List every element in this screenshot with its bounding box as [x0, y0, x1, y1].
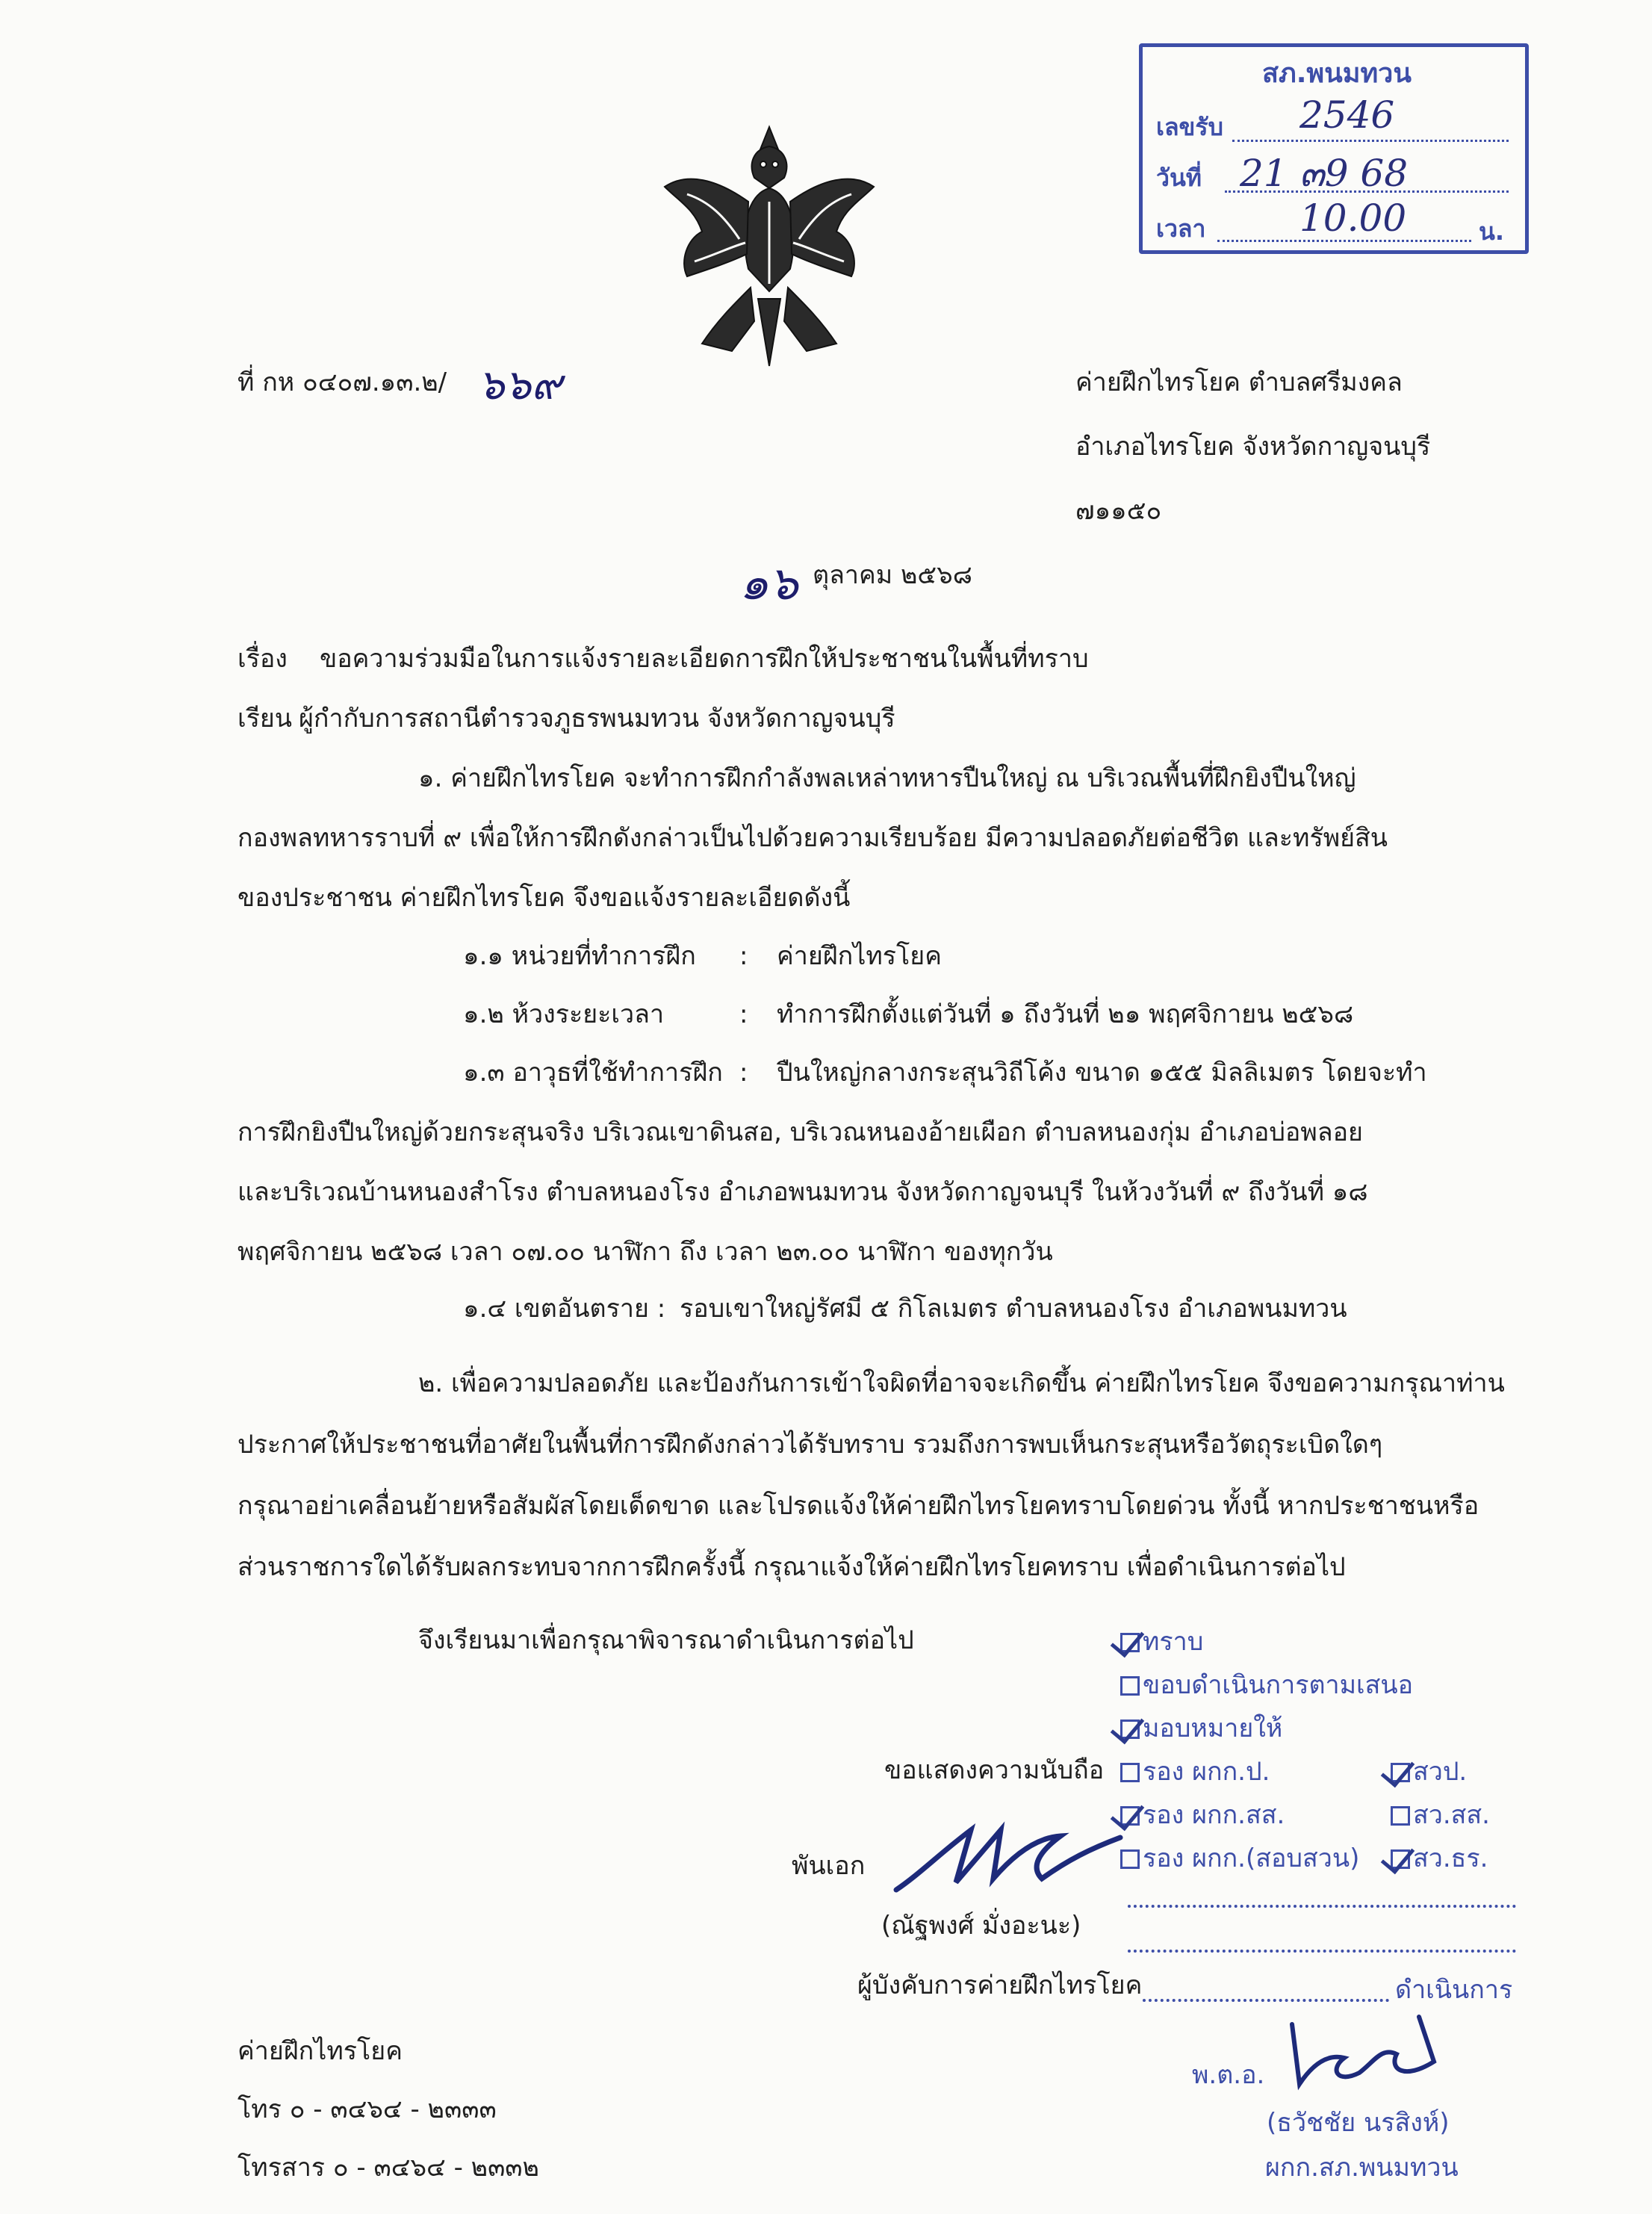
- subject-text: ขอความร่วมมือในการแจ้งรายละเอียดการฝึกให้ประชาชนในพื้นที่ทราบ: [320, 644, 1089, 674]
- item-2-label: ๑.๒ ห้วงระยะเวลา: [463, 999, 665, 1029]
- paragraph-1-line: ๑. ค่ายฝึกไทรโยค จะทำการฝึกกำลังพลเหล่าทหารปืนใหญ่ ณ บริเวณพื้นที่ฝึกยิงปืนใหญ่: [418, 763, 1356, 793]
- stamp-dotted-line: [1232, 140, 1509, 142]
- paragraph-2-line: ส่วนราชการใดได้รับผลกระทบจากการฝึกครั้งนี้ กรุณาแจ้งให้ค่ายฝึกไทรโยคทราบ เพื่อดำเนินการต่อไป: [237, 1552, 1346, 1582]
- signature-name: (ณัฐพงศ์ มั่งอะนะ): [881, 1911, 1081, 1941]
- approver-rank: พ.ต.อ.: [1192, 2060, 1265, 2090]
- receiving-stamp: [1139, 43, 1529, 254]
- stamp-receive-label: เลขรับ: [1156, 113, 1223, 141]
- item-4-value: รอบเขาใหญ่รัศมี ๕ กิโลเมตร ตำบลหนองโรง อำเภอพนมทวน: [680, 1294, 1347, 1324]
- item-1-label: ๑.๑ หน่วยที่ทำการฝึก: [463, 941, 696, 971]
- routing-dotted-line: [1128, 1905, 1516, 1908]
- item-1-value: ค่ายฝึกไทรโยค: [777, 941, 942, 971]
- approver-name: (ธวัชชัย นรสิงห์): [1267, 2108, 1450, 2138]
- stamp-date-value: 21 ๓9 68: [1240, 152, 1409, 195]
- reference-number: ที่ กห ๐๔๐๗.๑๓.๒/: [237, 368, 447, 397]
- item-colon: :: [739, 999, 748, 1029]
- to-text: ผู้กำกับการสถานีตำรวจภูธรพนมทวน จังหวัดกาญจนบุรี: [299, 704, 895, 734]
- checkbox-checked-icon: [1120, 1633, 1140, 1652]
- checkbox-checked-icon: [1391, 1849, 1410, 1869]
- closing-sentence: จึงเรียนมาเพื่อกรุณาพิจารณาดำเนินการต่อไป: [418, 1625, 914, 1655]
- item-3-line: และบริเวณบ้านหนองสำโรง ตำบลหนองโรง อำเภอพนมทวน จังหวัดกาญจนบุรี ในห้วงวันที่ ๙ ถึงวันที่ ๑๘: [237, 1177, 1368, 1207]
- footer-tel: โทร ๐ - ๓๔๖๔ - ๒๓๓๓: [237, 2094, 497, 2124]
- routing-option-inspector-intel: สว.สส.: [1391, 1794, 1490, 1835]
- document-date: ตุลาคม ๒๕๖๘: [813, 560, 972, 590]
- stamp-time-label: เวลา: [1156, 214, 1206, 243]
- routing-option-deputy-admin: รอง ผกก.ป.: [1120, 1751, 1270, 1791]
- routing-option-inspector-traffic: สว.ธร.: [1391, 1838, 1488, 1878]
- stamp-time-unit: น.: [1479, 217, 1505, 246]
- stamp-time-value: 10.00: [1299, 196, 1407, 240]
- stamp-org: สภ.พนมทวน: [1262, 58, 1412, 89]
- paragraph-2-line: กรุณาอย่าเคลื่อนย้ายหรือสัมผัสโดยเด็ดขาด และโปรดแจ้งให้ค่ายฝึกไทรโยคทราบโดยด่วน ทั้งนี้ หากประชาชนหรือ: [237, 1491, 1479, 1521]
- sender-address-line3: ๗๑๑๕๐: [1075, 496, 1162, 526]
- paragraph-1-line: กองพลทหารราบที่ ๙ เพื่อให้การฝึกดังกล่าวเป็นไปด้วยความเรียบร้อย มีความปลอดภัยต่อชีวิต และทรัพย์สิน: [237, 823, 1388, 853]
- checkbox-checked-icon: [1391, 1763, 1410, 1782]
- routing-option-deputy-invest: รอง ผกก.(สอบสวน): [1120, 1838, 1359, 1878]
- garuda-emblem-icon: [657, 120, 881, 381]
- signature-position: ผู้บังคับการค่ายฝึกไทรโยค: [857, 1970, 1143, 2000]
- routing-option-inspector: สวป.: [1391, 1751, 1467, 1791]
- item-3-label: ๑.๓ อาวุธที่ใช้ทำการฝึก: [463, 1058, 723, 1088]
- stamp-dotted-line: [1217, 240, 1471, 242]
- checkbox-empty-icon: [1120, 1763, 1140, 1782]
- checkbox-empty-icon: [1120, 1676, 1140, 1696]
- sender-address-line1: ค่ายฝึกไทรโยค ตำบลศรีมงคล: [1075, 368, 1403, 397]
- footer-unit: ค่ายฝึกไทรโยค: [237, 2036, 403, 2066]
- paragraph-2-line: ประกาศให้ประชาชนที่อาศัยในพื้นที่การฝึกดังกล่าวได้รับทราบ รวมถึงการพบเห็นกระสุนหรือวัตถุระเบิดใดๆ: [237, 1430, 1383, 1460]
- reference-handwritten: ๖๖๙: [478, 361, 562, 409]
- stamp-receive-no: 2546: [1299, 93, 1395, 137]
- routing-option-acknowledge: ทราบ: [1120, 1621, 1203, 1661]
- signature-regards: ขอแสดงความนับถือ: [884, 1755, 1105, 1785]
- signature-rank: พันเอก: [792, 1851, 866, 1881]
- paragraph-1-line: ของประชาชน ค่ายฝึกไทรโยค จึงขอแจ้งรายละเอียดดังนี้: [237, 883, 851, 913]
- item-3-line: พฤศจิกายน ๒๕๖๘ เวลา ๐๗.๐๐ นาฬิกา ถึง เวลา ๒๓.๐๐ นาฬิกา ของทุกวัน: [237, 1237, 1053, 1267]
- checkbox-checked-icon: [1120, 1720, 1140, 1739]
- routing-proceed-suffix: ดำเนินการ: [1395, 1975, 1513, 2005]
- item-colon: :: [739, 1058, 748, 1088]
- item-3-line: การฝึกยิงปืนใหญ่ด้วยกระสุนจริง บริเวณเขาดินสอ, บริเวณหนองอ้ายเผือก ตำบลหนองกุ่ม อำเภอบ่อพลอย: [237, 1117, 1363, 1147]
- stamp-date-label: วันที่: [1156, 164, 1202, 192]
- date-day-handwritten: ๑๖: [739, 556, 798, 610]
- subject-label: เรื่อง: [237, 644, 288, 674]
- routing-option-assign: มอบหมายให้: [1120, 1708, 1282, 1748]
- item-4-label: ๑.๔ เขตอันตราย :: [463, 1294, 666, 1324]
- approver-position: ผกก.สภ.พนมทวน: [1265, 2153, 1459, 2183]
- paragraph-2-line: ๒. เพื่อความปลอดภัย และป้องกันการเข้าใจผิดที่อาจจะเกิดขึ้น ค่ายฝึกไทรโยค จึงขอความกรุณาท่าน: [418, 1368, 1505, 1398]
- routing-option-deputy-intel: รอง ผกก.สส.: [1120, 1794, 1285, 1835]
- footer-fax: โทรสาร ๐ - ๓๔๖๔ - ๒๓๓๒: [237, 2153, 539, 2183]
- sender-address-line2: อำเภอไทรโยค จังหวัดกาญจนบุรี: [1075, 432, 1431, 462]
- routing-dotted-line: [1143, 1999, 1389, 2002]
- approver-signature-icon: [1277, 2009, 1441, 2099]
- checkbox-empty-icon: [1391, 1806, 1410, 1826]
- routing-option-proceed: ขอบดำเนินการตามเสนอ: [1120, 1664, 1413, 1705]
- signature-scribble-icon: [889, 1808, 1128, 1912]
- item-2-value: ทำการฝึกตั้งแต่วันที่ ๑ ถึงวันที่ ๒๑ พฤศจิกายน ๒๕๖๘: [777, 999, 1354, 1029]
- routing-dotted-line: [1128, 1950, 1516, 1953]
- to-label: เรียน: [237, 704, 293, 734]
- item-colon: :: [739, 941, 748, 971]
- item-3-value: ปืนใหญ่กลางกระสุนวิถีโค้ง ขนาด ๑๕๕ มิลลิเมตร โดยจะทำ: [777, 1058, 1427, 1088]
